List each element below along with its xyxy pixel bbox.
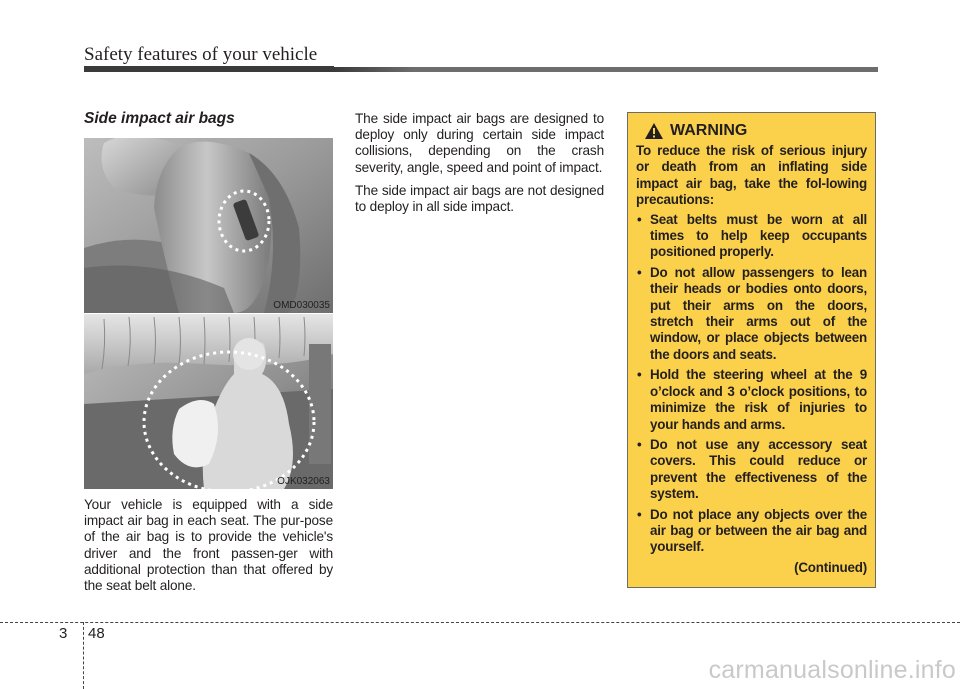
warning-intro: To reduce the risk of serious injury or death from an inflating side impact air bag, take the fol-lowing precautions: (636, 143, 867, 208)
left-body-text: Your vehicle is equipped with a side impact air bag in each seat. The pur-pose of the air bag is to provide the vehicle's driver and the front passen-ger with additional protection than that offered by the seat belt alone. (84, 497, 333, 594)
warning-triangle-icon (644, 122, 664, 140)
bullet-icon: • (637, 436, 642, 452)
warning-item: • Do not use any accessory seat covers. This could reduce or prevent the effectiveness of the system. (637, 436, 867, 502)
page-number: 48 (88, 625, 105, 642)
warning-item: • Seat belts must be worn at all times to help keep occupants positioned properly. (637, 211, 867, 260)
warning-box (627, 112, 876, 588)
middle-body-text (355, 111, 604, 222)
warning-item: • Do not place any objects over the air bag or between the air bag and yourself. (637, 506, 867, 555)
deployed-airbag-photo (84, 314, 333, 489)
figure-code-bottom: OJK032063 (277, 476, 330, 487)
warning-title: WARNING (670, 122, 748, 139)
warning-item: • Hold the steering wheel at the 9 o’clock and 3 o’clock positions, to minimize the risk of injuries to your hands and arms. (637, 367, 867, 432)
bullet-icon: • (637, 264, 642, 280)
seat-side-airbag-photo (84, 138, 333, 313)
bullet-icon: • (637, 211, 642, 227)
warning-item: • Do not allow passengers to lean their heads or bodies onto doors, put their arms on the doors, stretch their arms out of the window, or place objects between the doors and seats. (637, 264, 867, 362)
warning-continued: (Continued) (794, 559, 867, 575)
warning-header (644, 122, 867, 140)
watermark: carmanualsonline.info (708, 656, 956, 684)
figure-code-top: OMD030035 (273, 300, 330, 311)
middle-paragraph-2: The side impact air bags are not designed to deploy in all side impact. (355, 182, 604, 215)
page-header-title: Safety features of your vehicle (84, 44, 318, 65)
chapter-number: 3 (59, 625, 68, 642)
middle-paragraph-1: The side impact air bags are designed to deploy only during certain side impact collisions, depending on the crash severity, angle, speed and point of impact. (355, 111, 604, 175)
header-rule (84, 67, 878, 72)
section-title: Side impact air bags (84, 110, 235, 127)
footer-rule (0, 622, 960, 623)
bullet-icon: • (637, 506, 642, 522)
bullet-icon: • (637, 367, 642, 383)
footer-vertical-rule (83, 622, 84, 689)
warning-list (636, 212, 867, 556)
